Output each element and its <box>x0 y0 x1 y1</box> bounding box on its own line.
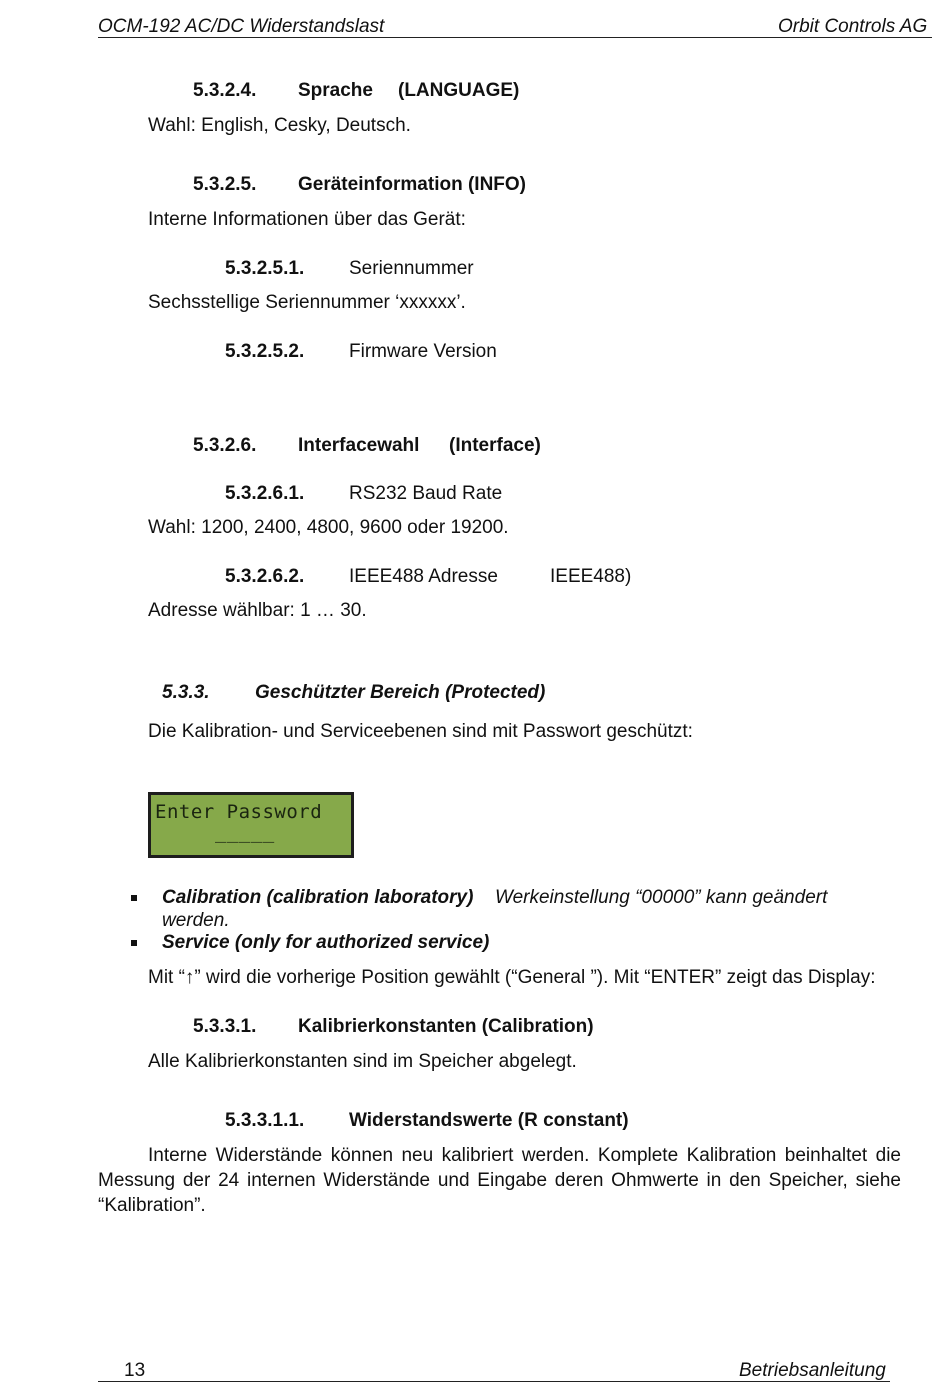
section-number: 5.3.3. <box>162 682 210 703</box>
lcd-display <box>148 792 354 858</box>
section-number: 5.3.2.5. <box>193 174 257 195</box>
body-text: Wahl: English, Cesky, Deutsch. <box>148 115 411 136</box>
section-title-alt: (Interface) <box>449 435 541 456</box>
body-text: Sechsstellige Seriennummer ‘xxxxxx’. <box>148 292 466 313</box>
subsection-number: 5.3.2.5.2. <box>225 341 305 362</box>
header-company: Orbit Controls AG <box>778 16 928 37</box>
body-text: Wahl: 1200, 2400, 4800, 9600 oder 19200. <box>148 517 509 538</box>
subsection-title: Seriennummer <box>349 258 474 279</box>
bullet-italic-text: Werkeinstellung “00000” kann geändert <box>495 887 828 908</box>
bullet-marker <box>131 895 137 901</box>
subsection-title: Firmware Version <box>349 341 497 362</box>
bullet-bold-text: Calibration (calibration laboratory) <box>162 887 474 908</box>
bullet-continuation: werden. <box>162 910 230 931</box>
body-text: Die Kalibration- und Serviceebenen sind mit Passwort geschützt: <box>148 721 693 742</box>
lcd-line-2: _____ <box>215 821 275 843</box>
page-number: 13 <box>124 1360 146 1381</box>
section-number: 5.3.2.4. <box>193 80 257 101</box>
section-title: Kalibrierkonstanten (Calibration) <box>298 1016 594 1037</box>
body-text: Adresse wählbar: 1 … 30. <box>148 600 367 621</box>
bullet-marker <box>131 940 137 946</box>
subsection-title: Widerstandswerte (R constant) <box>349 1110 629 1131</box>
body-text: Interne Informationen über das Gerät: <box>148 209 466 230</box>
body-text: Alle Kalibrierkonstanten sind im Speicher abgelegt. <box>148 1051 577 1072</box>
body-paragraph: Interne Widerstände können neu kalibriert werden. Komplete Kalibration beinhaltet die Messung der 24 internen Widerstände und Eingabe deren Ohmwerte in den Speicher, siehe “Kalibration”. <box>98 1145 901 1216</box>
subsection-number: 5.3.2.6.1. <box>225 483 305 504</box>
subsection-number: 5.3.2.6.2. <box>225 566 305 587</box>
footer-document-type: Betriebsanleitung <box>739 1360 886 1381</box>
subsection-number: 5.3.3.1.1. <box>225 1110 305 1131</box>
header-rule <box>98 37 932 38</box>
section-title-alt: (LANGUAGE) <box>398 80 520 101</box>
lcd-line-1: Enter Password <box>155 801 323 823</box>
section-title: Geschützter Bereich (Protected) <box>255 682 546 703</box>
section-number: 5.3.2.6. <box>193 435 257 456</box>
section-number: 5.3.3.1. <box>193 1016 257 1037</box>
subsection-number: 5.3.2.5.1. <box>225 258 305 279</box>
subsection-title-alt: IEEE488) <box>550 566 632 587</box>
section-title: Geräteinformation (INFO) <box>298 174 527 195</box>
footer-rule <box>98 1381 890 1382</box>
subsection-title: RS232 Baud Rate <box>349 483 503 504</box>
body-text: Mit “↑” wird die vorherige Position gewählt (“General ”). Mit “ENTER” zeigt das Display: <box>148 967 876 988</box>
bullet-bold-text: Service (only for authorized service) <box>162 932 490 953</box>
section-title: Interfacewahl <box>298 435 420 456</box>
section-title: Sprache <box>298 80 373 101</box>
subsection-title: IEEE488 Adresse <box>349 566 498 587</box>
header-document-title: OCM-192 AC/DC Widerstandslast <box>98 16 385 37</box>
